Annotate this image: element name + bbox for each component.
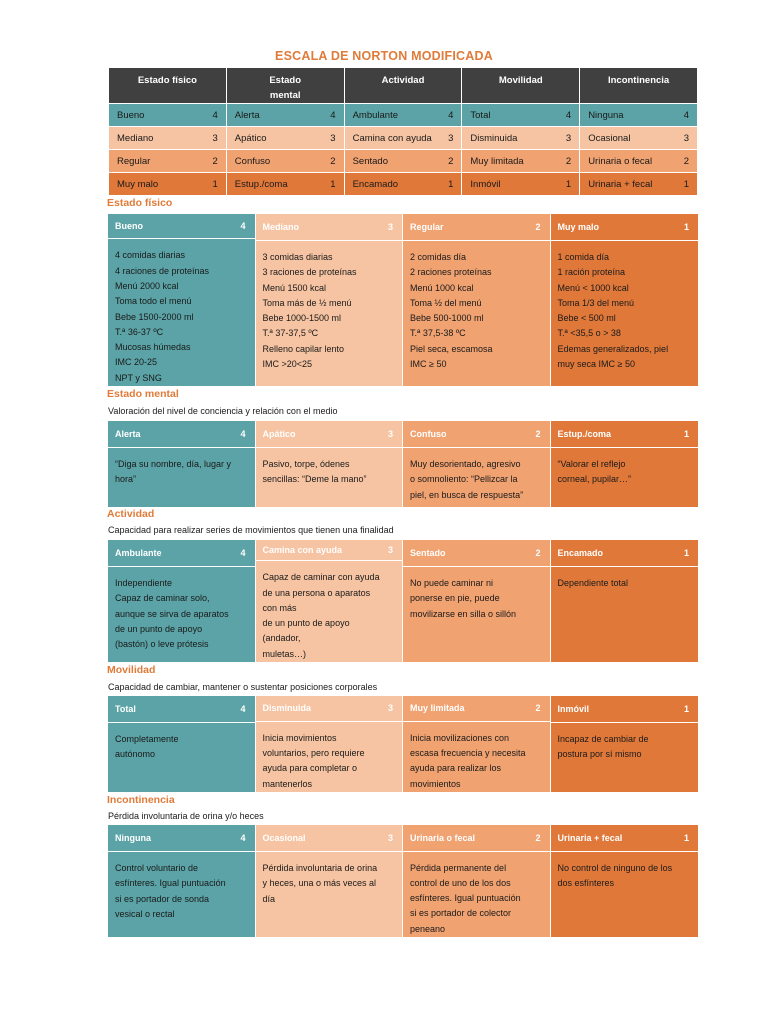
level-header [108,421,255,448]
level-label: Muy malo [557,222,600,232]
section-actividad [108,540,698,662]
summary-cell-score: 1 [330,178,336,190]
summary-cell-score: 4 [683,109,689,121]
level-column [403,421,551,507]
description-line: control de uno de los dos [410,877,511,888]
description-line: hora” [115,474,137,485]
description-line: Muy desorientado, agresivo [410,459,521,469]
level-description [256,722,403,792]
summary-cell [344,127,462,150]
description-line: Pasivo, torpe, ódenes [262,459,350,469]
description-line: esfínteres. Igual puntuación [115,878,226,889]
description-line: y heces, una o más veces al [262,878,377,889]
level-score: 2 [535,222,541,232]
level-score: 3 [387,545,393,556]
description-line: 2 raciones proteínas [410,267,492,278]
summary-cell [109,150,227,173]
summary-cell [226,173,344,196]
summary-cell-label: Ocasional [588,132,631,144]
description-line: Bebe 500-1000 ml [410,313,484,324]
summary-header: Movilidad [462,68,580,104]
level-column [551,825,699,937]
summary-cell-score: 2 [565,155,572,167]
summary-header: Estado físico [109,68,227,104]
level-column [256,825,404,937]
description-line: Mucosas húmedas [115,342,191,353]
description-line: Bebe < 500 ml [557,313,616,324]
description-line: con más [262,602,297,613]
summary-cell-score: 1 [565,178,572,190]
summary-cell-score: 4 [212,109,218,121]
level-label: Ambulante [115,548,162,558]
description-line: sencillas: “Deme la mano” [262,474,367,485]
level-header [551,696,699,723]
level-label: Ninguna [115,833,151,843]
level-score: 2 [535,832,541,843]
description-line: Control voluntario de [115,863,199,873]
level-header [403,421,550,448]
description-line: peneano [410,923,446,934]
level-header [551,421,699,448]
summary-cell-label: Ambulante [352,109,399,121]
level-column [551,214,699,386]
level-label: Mediano [262,222,300,232]
description-line: de un punto de apoyo [262,618,350,629]
summary-cell-label: Total [470,109,491,121]
section-description: Pérdida involuntaria de orina y/o heces [108,811,264,821]
description-line: esfínteres. Igual puntuación [410,893,521,904]
description-line: Independiente [115,578,173,588]
level-column [108,696,256,792]
description-line: Bebe 1000-1500 ml [262,313,342,324]
description-line: postura por sí mismo [557,749,642,760]
description-line: Relleno capilar lento [262,343,345,354]
summary-cell-label: Bueno [117,109,145,121]
description-line: vesical o rectal [115,908,175,919]
summary-row [109,104,698,127]
level-score: 1 [683,429,689,439]
summary-cell [580,173,698,196]
summary-cell-label: Mediano [117,132,154,144]
level-score: 2 [535,703,541,714]
summary-header: Estado mental [226,68,344,104]
summary-cell-label: Urinaria o fecal [588,155,653,167]
description-line: de una persona o aparatos [262,587,371,598]
level-header [256,696,403,722]
section-movilidad [108,696,698,792]
description-line: movilizarse en silla o sillón [410,608,517,619]
level-header [108,540,255,567]
level-column [108,214,256,386]
level-score: 4 [240,548,246,558]
level-label: Confuso [410,429,447,439]
level-description [403,241,550,386]
description-line: No control de ninguno de los [557,863,673,873]
level-label: Urinaria o fecal [410,832,476,843]
level-column [256,540,404,662]
summary-cell [226,127,344,150]
level-column [403,696,551,792]
level-column [551,540,699,662]
level-description [256,561,403,662]
summary-cell-label: Estup./coma [234,178,288,190]
level-column [403,825,551,937]
description-line: Piel seca, escamosa [410,343,493,354]
description-line: día [262,893,276,904]
description-line: muletas…) [262,648,307,659]
description-line: dos esfínteres [557,878,615,889]
description-line: 4 raciones de proteínas [115,265,210,276]
summary-cell [109,127,227,150]
description-line: o somnoliento: “Pellizcar la [410,474,518,485]
level-label: Encamado [557,548,604,558]
summary-cell [462,127,580,150]
level-description [403,852,550,937]
summary-cell-score: 4 [565,109,572,121]
description-line: Menú 2000 kcal [115,280,179,291]
description-line: Dependiente total [557,578,629,588]
summary-cell [580,104,698,127]
description-line: aunque se sirva de aparatos [115,608,229,619]
description-line: No puede caminar ni [410,578,494,588]
summary-cell-score: 1 [683,178,689,190]
description-line: (andador, [262,633,301,644]
description-line: ponerse en pie, puede [410,593,500,604]
level-score: 1 [683,704,689,714]
level-column [256,214,404,386]
level-description [403,448,550,507]
level-score: 1 [683,222,689,232]
description-line: IMC >20<25 [262,359,313,370]
level-description [551,448,699,507]
level-description [551,567,699,662]
summary-cell-score: 3 [330,132,336,144]
level-header [551,540,699,567]
summary-cell [344,104,462,127]
summary-cell-label: Encamado [352,178,399,190]
summary-cell-label: Muy malo [117,178,159,190]
level-column [403,214,551,386]
summary-cell-label: Ninguna [588,109,624,121]
summary-cell-score: 1 [212,178,218,190]
summary-cell [226,150,344,173]
level-description [551,241,699,386]
section-estado-fisico [108,214,698,386]
level-header [108,214,255,239]
level-score: 3 [387,429,393,439]
description-line: Completamente [115,734,179,744]
level-header [403,696,550,722]
level-header [551,825,699,852]
summary-cell-label: Disminuida [470,132,518,144]
description-line: Menú 1500 kcal [262,282,327,293]
summary-cell [462,150,580,173]
summary-cell-label: Camina con ayuda [352,132,432,144]
level-label: Camina con ayuda [262,545,343,556]
section-estado-mental [108,421,698,507]
section-title-estado-mental: Estado mental [107,388,179,400]
summary-row [109,173,698,196]
level-description [256,448,403,507]
section-description: Capacidad para realizar series de movimientos que tienen una finalidad [108,525,394,535]
summary-header: Actividad [344,68,462,104]
description-line: T.ª 37-37,5 ºC [262,328,319,339]
description-line: autónomo [115,749,156,760]
description-line: IMC 20-25 [115,357,158,368]
description-line: movimientos [410,778,461,789]
description-line: T.ª <35,5 o > 38 [557,328,621,339]
description-line: Toma todo el menú [115,296,192,307]
summary-cell-score: 3 [683,132,689,144]
summary-cell-score: 2 [448,155,454,167]
description-line: voluntarios, pero requiere [262,748,365,759]
description-line: NPT y SNG [115,372,162,383]
summary-cell-label: Inmóvil [470,178,501,190]
description-line: Capaz de caminar solo, [115,593,210,604]
description-line: T.ª 37,5-38 ºC [410,328,466,339]
section-description: Capacidad de cambiar, mantener o sustentar posiciones corporales [108,682,378,692]
summary-table [108,67,698,196]
level-score: 4 [240,429,246,439]
description-line: Pérdida involuntaria de orina [262,863,378,873]
summary-cell-label: Sentado [352,155,388,167]
description-line: Inicia movimientos [262,732,337,743]
summary-cell [580,150,698,173]
section-title-incontinencia: Incontinencia [107,794,175,806]
summary-cell [462,173,580,196]
summary-cell-score: 4 [330,109,336,121]
level-score: 3 [387,222,393,232]
summary-header-row [109,68,698,104]
level-header [108,696,255,723]
level-score: 2 [535,429,541,439]
level-score: 4 [240,833,246,843]
description-line: Inicia movilizaciones con [410,732,510,743]
level-description [551,723,699,792]
level-header [108,825,255,852]
summary-cell [344,173,462,196]
description-line: Menú 1000 kcal [410,282,474,293]
level-description [256,241,403,386]
level-column [108,540,256,662]
description-line: IMC ≥ 50 [410,359,447,370]
level-description [108,448,255,507]
description-line: de un punto de apoyo [115,623,203,634]
description-line: 1 comida día [557,252,610,262]
level-header [403,214,550,241]
level-score: 1 [683,833,689,843]
description-line: Incapaz de cambiar de [557,734,649,744]
section-title-actividad: Actividad [107,508,155,520]
description-line: T.ª 36-37 ºC [115,326,164,337]
description-line: 1 ración proteína [557,267,626,278]
level-description [551,852,699,937]
description-line: Toma más de ½ menú [262,297,352,308]
description-line: ayuda para completar o [262,763,358,774]
level-description [108,239,255,386]
level-score: 2 [535,548,541,558]
summary-header: Incontinencia [580,68,698,104]
level-column [256,696,404,792]
level-label: Bueno [115,221,143,232]
description-line: Edemas generalizados, piel [557,343,669,354]
description-line: 2 comidas día [410,252,467,262]
description-line: Capaz de caminar con ayuda [262,572,380,583]
summary-cell-label: Confuso [234,155,271,167]
summary-cell [109,104,227,127]
description-line: Bebe 1500-2000 ml [115,311,194,322]
level-column [551,421,699,507]
level-description [403,567,550,662]
section-title-estado-fisico: Estado físico [107,197,173,209]
section-incontinencia [108,825,698,937]
summary-cell-score: 3 [565,132,572,144]
level-label: Urinaria + fecal [557,833,623,843]
level-label: Alerta [115,429,141,439]
section-description: Valoración del nivel de conciencia y relación con el medio [108,406,338,416]
description-line: (bastón) o leve prótesis [115,639,209,650]
level-label: Total [115,704,136,714]
level-score: 4 [240,704,246,714]
summary-cell-label: Regular [117,155,151,167]
summary-cell-label: Muy limitada [470,155,524,167]
level-header [403,540,550,567]
level-label: Muy limitada [410,703,465,714]
summary-cell-score: 4 [448,109,454,121]
summary-cell [462,104,580,127]
level-header [551,214,699,241]
level-description [256,852,403,937]
level-column [256,421,404,507]
summary-cell [226,104,344,127]
section-title-movilidad: Movilidad [107,664,156,676]
level-label: Disminuida [262,703,312,714]
level-description [108,723,255,792]
level-header [403,825,550,852]
summary-cell-label: Alerta [234,109,260,121]
level-label: Inmóvil [557,704,590,714]
description-line: si es portador de colector [410,908,512,919]
description-line: escasa frecuencia y necesita [410,748,526,759]
summary-cell-score: 3 [448,132,454,144]
description-line: muy seca IMC ≥ 50 [557,359,635,370]
level-column [403,540,551,662]
summary-cell-score: 1 [448,178,454,190]
description-line: 4 comidas diarias [115,250,186,261]
description-line: 3 raciones de proteínas [262,267,357,278]
level-header [256,214,403,241]
summary-cell [580,127,698,150]
level-column [551,696,699,792]
level-column [108,421,256,507]
summary-cell-score: 2 [330,155,336,167]
description-line: 3 comidas diarias [262,252,333,262]
description-line: Menú < 1000 kcal [557,282,629,293]
level-score: 4 [240,221,246,232]
description-line: mantenerlos [262,778,313,789]
level-label: Ocasional [262,833,306,843]
level-label: Estup./coma [557,429,612,439]
level-header [256,540,403,561]
level-header [256,825,403,852]
summary-cell [344,150,462,173]
level-score: 1 [683,548,689,558]
summary-cell-label: Apático [234,132,267,144]
level-label: Regular [410,222,444,232]
level-description [108,567,255,662]
summary-cell-score: 2 [212,155,218,167]
document-title: ESCALA DE NORTON MODIFICADA [275,49,493,63]
summary-cell-score: 2 [683,155,689,167]
level-label: Apático [262,429,296,439]
description-line: Toma 1/3 del menú [557,297,635,308]
level-column [108,825,256,937]
summary-cell-label: Urinaria + fecal [588,178,653,190]
level-label: Sentado [410,548,446,558]
summary-cell [109,173,227,196]
description-line: ayuda para realizar los [410,763,502,774]
description-line: si es portador de sonda [115,893,210,904]
description-line: Pérdida permanente del [410,862,507,873]
level-score: 3 [387,703,393,714]
description-line: “Valorar el reflejo [557,459,626,469]
level-description [403,722,550,792]
description-line: “Diga su nombre, día, lugar y [115,459,232,469]
level-score: 3 [387,833,393,843]
description-line: corneal, pupilar…” [557,474,632,485]
description-line: piel, en busca de respuesta” [410,489,524,500]
summary-row [109,127,698,150]
summary-row [109,150,698,173]
level-description [108,852,255,937]
summary-cell-score: 3 [212,132,218,144]
description-line: Toma ½ del menú [410,297,482,308]
level-header [256,421,403,448]
